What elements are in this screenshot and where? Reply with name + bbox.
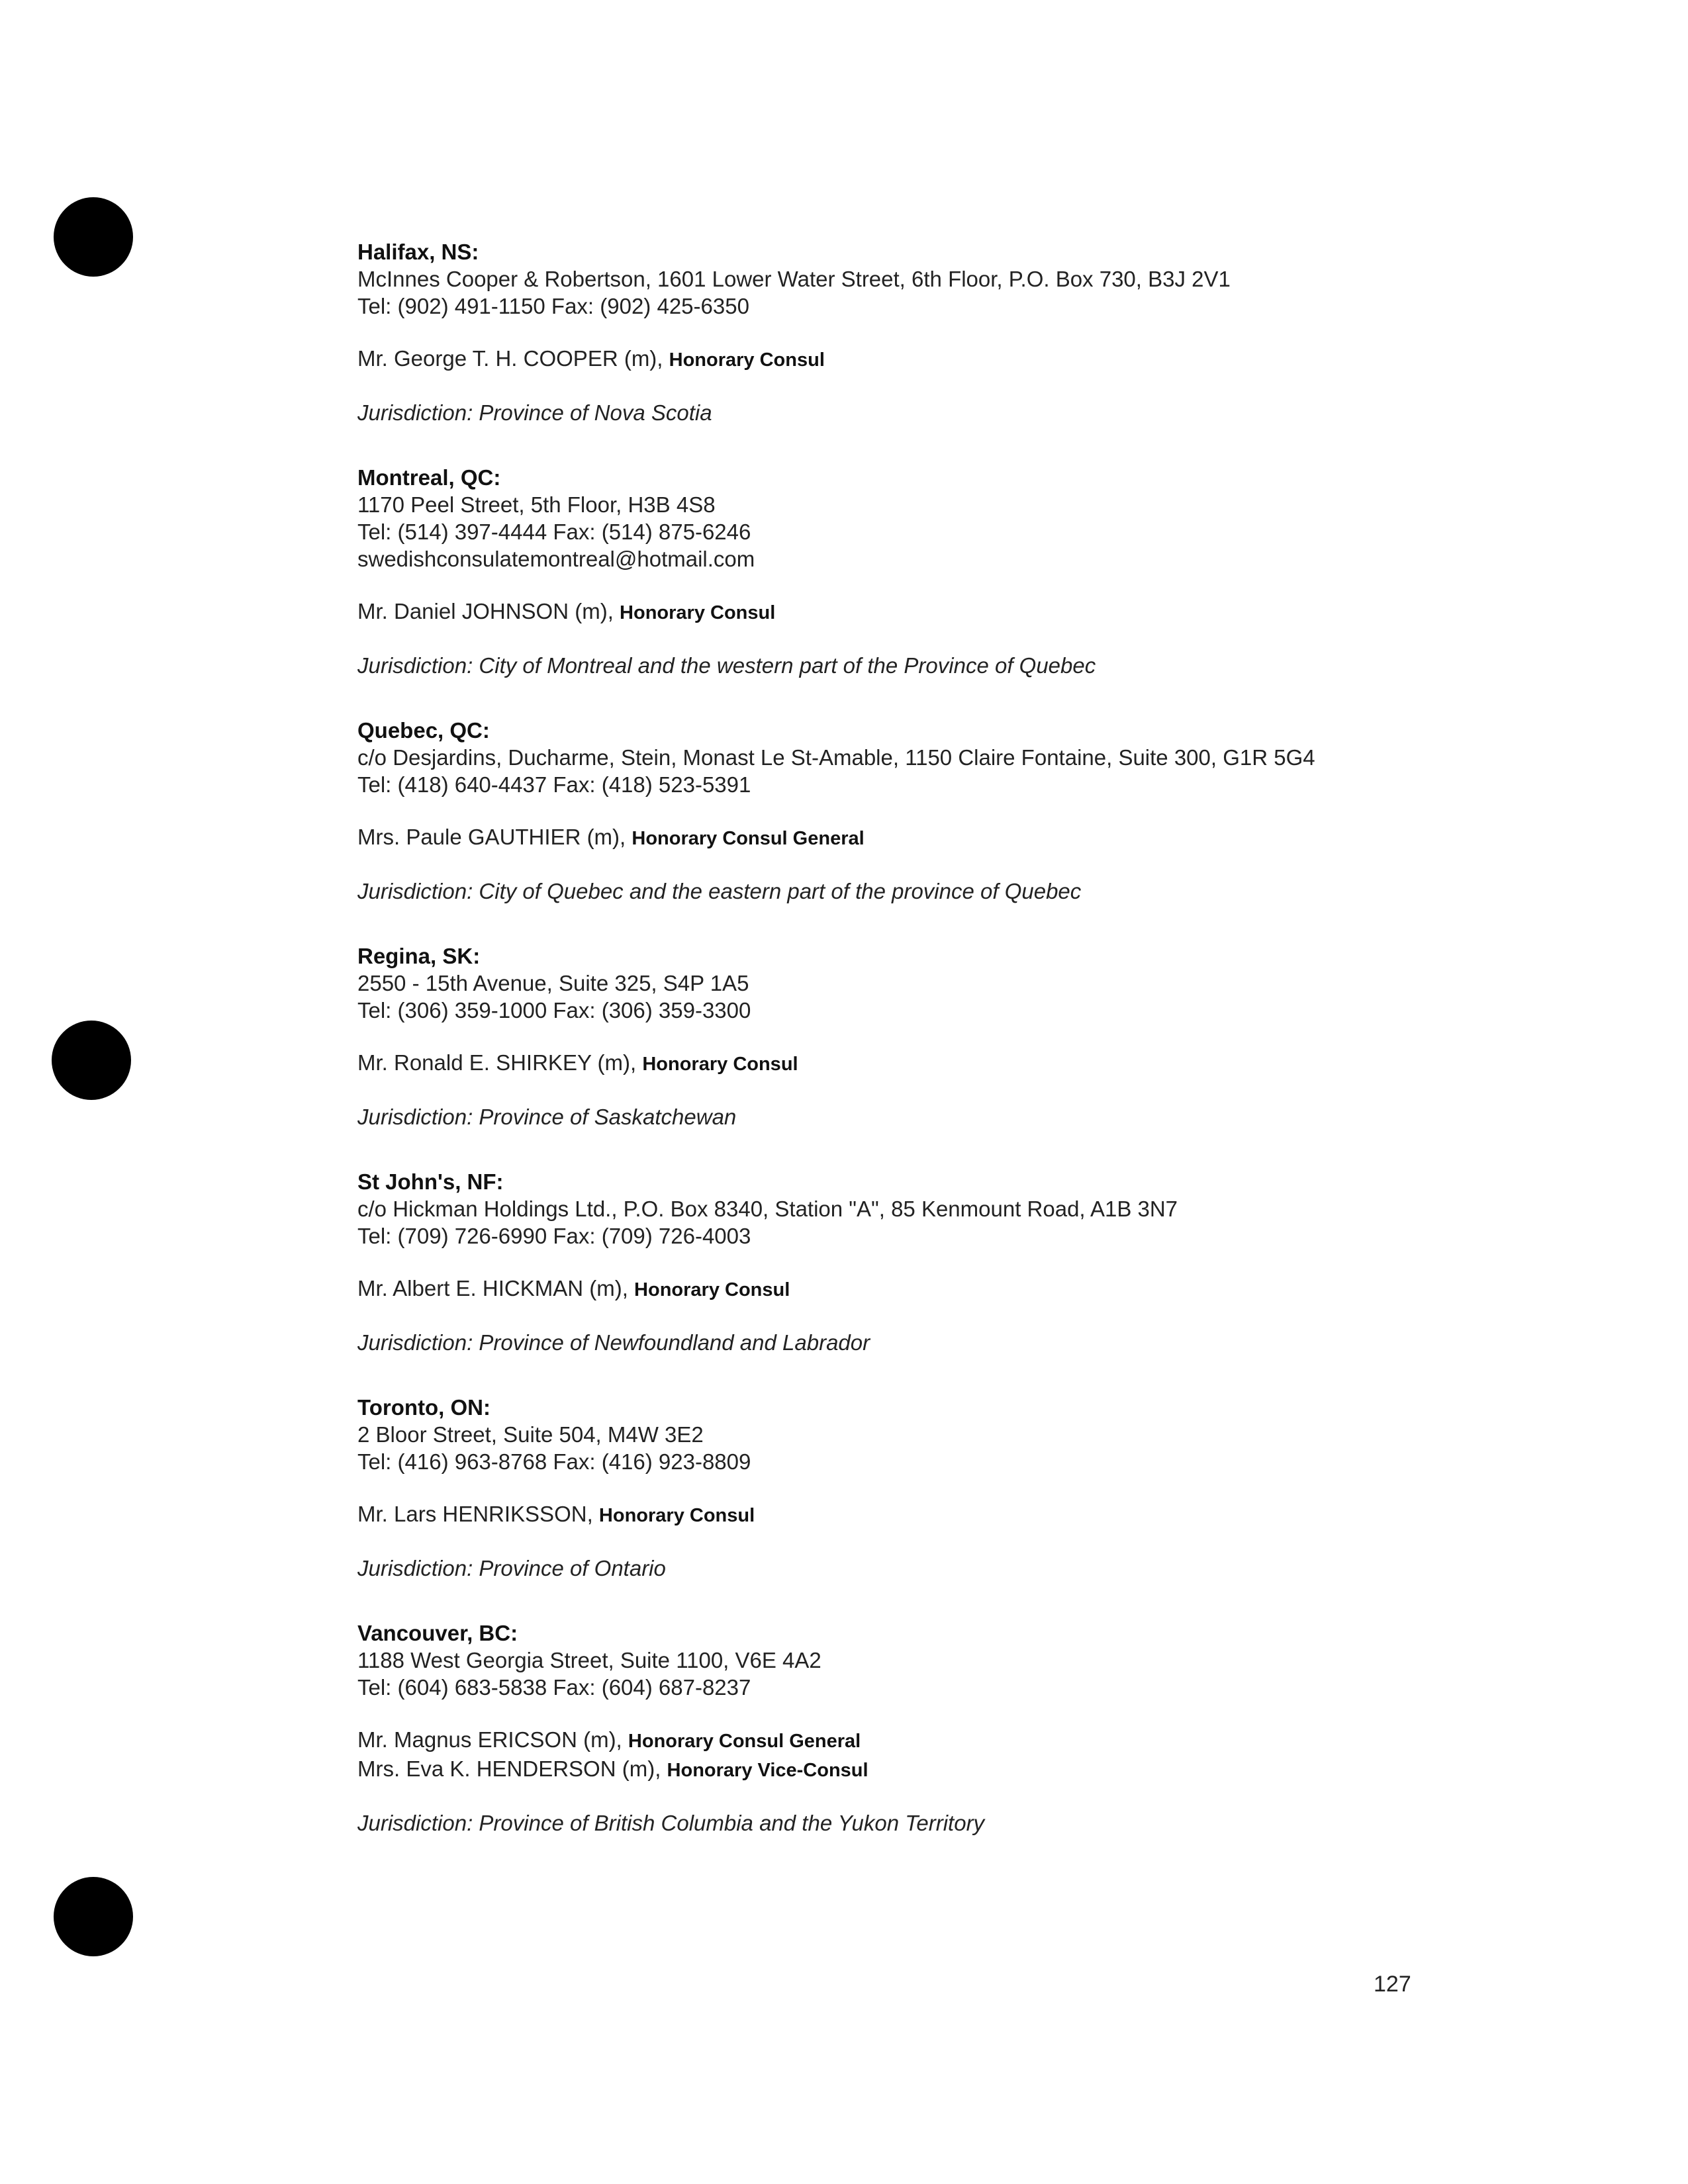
consul-list (357, 345, 1483, 374)
consul-title: Honorary Vice-Consul (667, 1760, 868, 1781)
consul-list (357, 1500, 1483, 1529)
city-heading: Vancouver, BC: (357, 1621, 518, 1645)
consulate-entry (357, 464, 1483, 679)
binder-hole-bottom (54, 1877, 133, 1956)
binder-hole-top (54, 197, 133, 277)
consul-row (357, 1049, 1483, 1078)
consul-row (357, 598, 1483, 627)
consul-name: Mr. George T. H. COOPER (m), (357, 346, 663, 371)
address-line: c/o Desjardins, Ducharme, Stein, Monast Le St-Amable, 1150 Claire Fontaine, Suite 300, G1R 5G4 (357, 745, 1315, 770)
consul-name: Mr. Magnus ERICSON (m), (357, 1727, 622, 1752)
consul-list (357, 823, 1483, 852)
consul-row (357, 1755, 1483, 1784)
city-heading: St John's, NF: (357, 1169, 504, 1194)
consul-name: Mrs. Paule GAUTHIER (m), (357, 825, 626, 849)
address-line: Tel: (418) 640-4437 Fax: (418) 523-5391 (357, 772, 751, 797)
jurisdiction-note: Jurisdiction: Province of Saskatchewan (357, 1105, 737, 1129)
consul-row (357, 823, 1483, 852)
consul-list (357, 1275, 1483, 1304)
consul-title: Honorary Consul (620, 602, 776, 623)
city-heading: Quebec, QC: (357, 718, 490, 743)
consul-name: Mr. Ronald E. SHIRKEY (m), (357, 1050, 637, 1075)
consul-name: Mr. Lars HENRIKSSON, (357, 1502, 593, 1526)
address-line: Tel: (514) 397-4444 Fax: (514) 875-6246 (357, 520, 751, 544)
consul-list (357, 598, 1483, 627)
consulate-list (357, 238, 1483, 1837)
address-line: Tel: (709) 726-6990 Fax: (709) 726-4003 (357, 1224, 751, 1248)
address-line: 2 Bloor Street, Suite 504, M4W 3E2 (357, 1422, 704, 1447)
address-line: Tel: (306) 359-1000 Fax: (306) 359-3300 (357, 998, 751, 1023)
jurisdiction-note: Jurisdiction: City of Quebec and the eastern part of the province of Quebec (357, 879, 1082, 903)
consul-name: Mr. Daniel JOHNSON (m), (357, 599, 614, 623)
address-line: 1170 Peel Street, 5th Floor, H3B 4S8 (357, 492, 716, 517)
city-heading: Halifax, NS: (357, 240, 479, 264)
jurisdiction-note: Jurisdiction: Province of Nova Scotia (357, 400, 712, 425)
consulate-entry (357, 717, 1483, 905)
address-line: c/o Hickman Holdings Ltd., P.O. Box 8340, Station "A", 85 Kenmount Road, A1B 3N7 (357, 1197, 1178, 1221)
address-line: Tel: (604) 683-5838 Fax: (604) 687-8237 (357, 1675, 751, 1700)
consul-title: Honorary Consul (642, 1054, 798, 1075)
jurisdiction-note: Jurisdiction: Province of Ontario (357, 1556, 666, 1580)
address-line: 2550 - 15th Avenue, Suite 325, S4P 1A5 (357, 971, 749, 995)
jurisdiction-note: Jurisdiction: Province of British Columbia and the Yukon Territory (357, 1811, 985, 1835)
consul-name: Mrs. Eva K. HENDERSON (m), (357, 1756, 661, 1781)
address-line: McInnes Cooper & Robertson, 1601 Lower Water Street, 6th Floor, P.O. Box 730, B3J 2V1 (357, 267, 1231, 291)
consulate-entry (357, 942, 1483, 1130)
consul-title: Honorary Consul General (628, 1731, 861, 1752)
address-line: 1188 West Georgia Street, Suite 1100, V6E 4A2 (357, 1648, 821, 1672)
consul-row (357, 345, 1483, 374)
page-number: 127 (1374, 1972, 1411, 1997)
consul-title: Honorary Consul General (632, 828, 865, 849)
consul-title: Honorary Consul (598, 1505, 755, 1526)
jurisdiction-note: Jurisdiction: Province of Newfoundland and Labrador (357, 1330, 870, 1355)
city-heading: Toronto, ON: (357, 1395, 491, 1420)
city-heading: Regina, SK: (357, 944, 481, 968)
consulate-entry (357, 1168, 1483, 1356)
jurisdiction-note: Jurisdiction: City of Montreal and the western part of the Province of Quebec (357, 653, 1096, 678)
consul-name: Mr. Albert E. HICKMAN (m), (357, 1276, 628, 1300)
consulate-entry (357, 1619, 1483, 1837)
consul-title: Honorary Consul (634, 1279, 790, 1300)
binder-hole-middle (52, 1021, 131, 1100)
consul-row (357, 1275, 1483, 1304)
consul-row (357, 1500, 1483, 1529)
consul-title: Honorary Consul (669, 349, 825, 371)
consul-list (357, 1049, 1483, 1078)
consulate-entry (357, 238, 1483, 426)
city-heading: Montreal, QC: (357, 465, 501, 490)
consul-row (357, 1726, 1483, 1755)
address-line: Tel: (416) 963-8768 Fax: (416) 923-8809 (357, 1449, 751, 1474)
address-line: swedishconsulatemontreal@hotmail.com (357, 547, 755, 571)
consul-list (357, 1726, 1483, 1784)
consulate-entry (357, 1394, 1483, 1582)
address-line: Tel: (902) 491-1150 Fax: (902) 425-6350 (357, 294, 749, 318)
